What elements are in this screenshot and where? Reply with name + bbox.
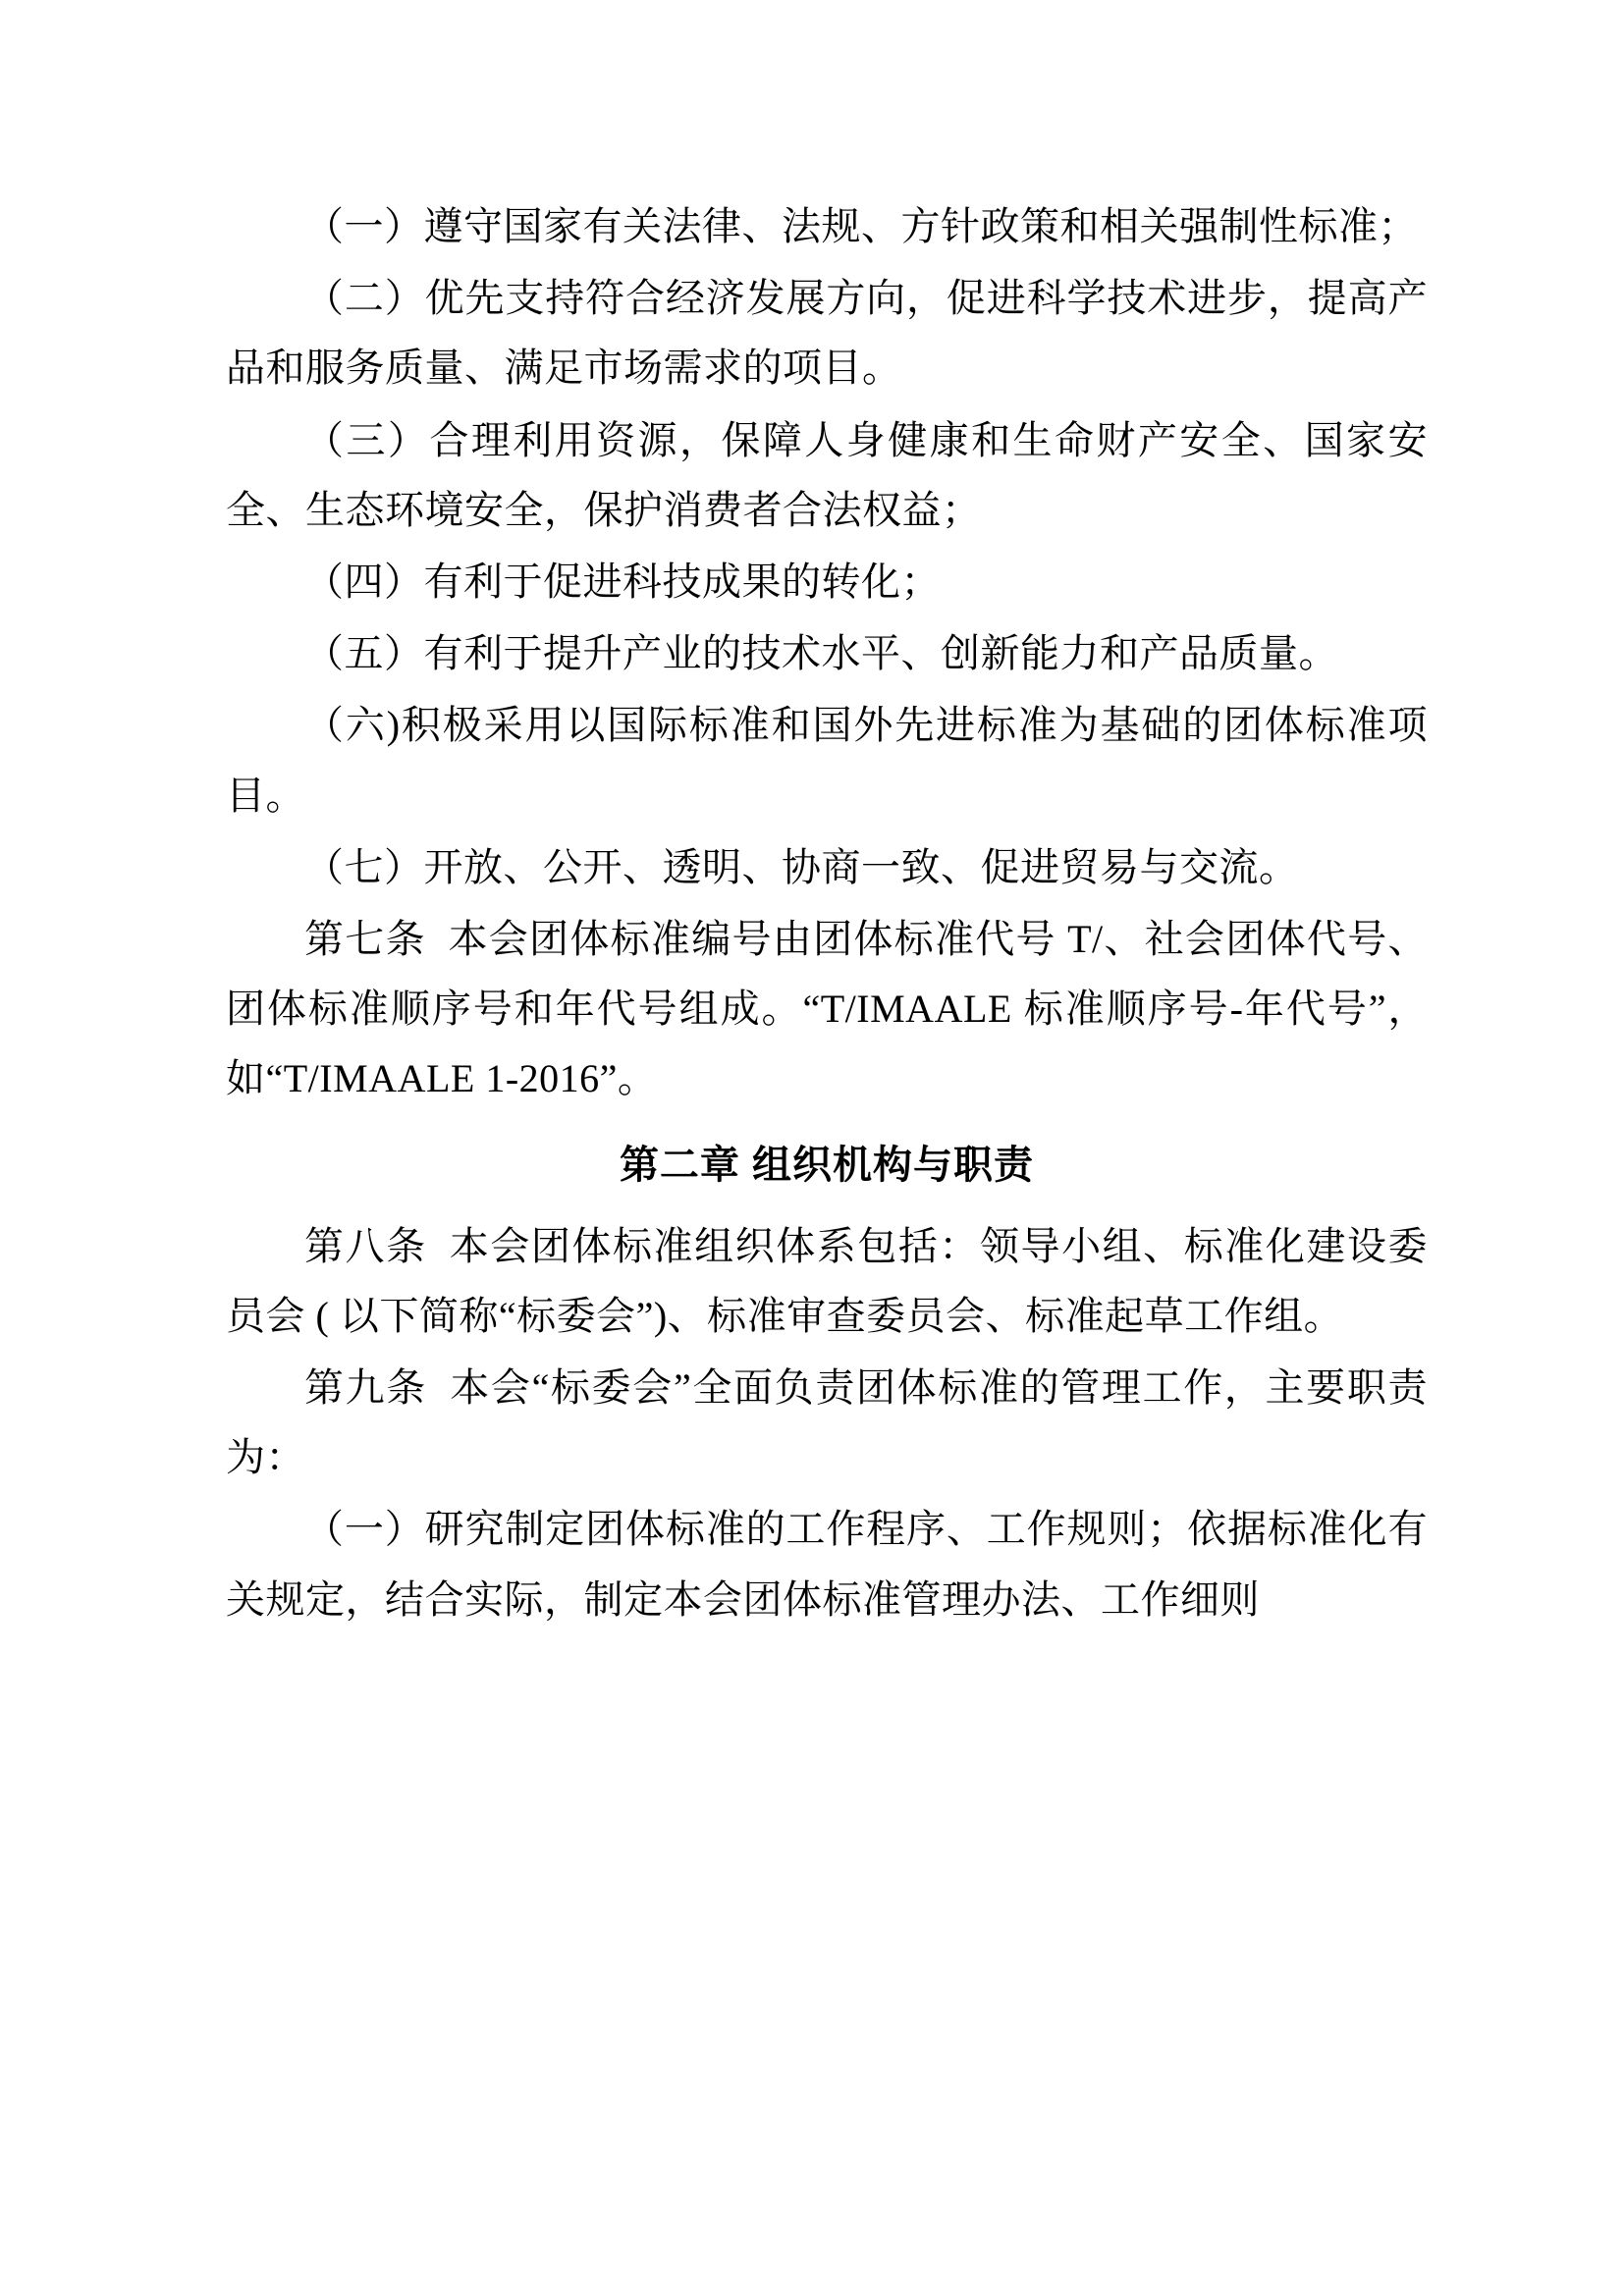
list-item: （一）遵守国家有关法律、法规、方针政策和相关强制性标准； <box>304 204 1418 248</box>
chapter-heading: 第二章 组织机构与职责 <box>619 1144 1035 1188</box>
document-body <box>226 191 1428 1634</box>
article-paragraph: 第八条 本会团体标准组织体系包括：领导小组、标准化建设委员会 ( 以下简称“标委会”)、标准审查委员会、标准起草工作组。 <box>226 1223 1428 1338</box>
list-item: （七）开放、公开、透明、协商一致、促进贸易与交流。 <box>304 844 1299 889</box>
list-item: （六)积极采用以国际标准和国外先进标准为基础的团体标准项目。 <box>226 703 1428 818</box>
list-item: （三）合理利用资源，保障人身健康和生命财产安全、国家安全、生态环境安全，保护消费者合法权益； <box>226 417 1428 532</box>
article-paragraph: 第七条 本会团体标准编号由团体标准代号 T/、社会团体代号、团体标准顺序号和年代号组成。“T/IMAALE 标准顺序号-年代号”，如“T/IMAALE 1-2016”。 <box>226 916 1428 1101</box>
list-item: （二）优先支持符合经济发展方向，促进科学技术进步，提高产品和服务质量、满足市场需求的项目。 <box>226 276 1428 391</box>
article-paragraph: 第九条 本会“标委会”全面负责团体标准的管理工作，主要职责为： <box>226 1365 1428 1480</box>
list-item: （一）研究制定团体标准的工作程序、工作规则；依据标准化有关规定，结合实际，制定本会团体标准管理办法、工作细则 <box>226 1507 1428 1622</box>
list-item: （四）有利于促进科技成果的转化； <box>304 559 941 604</box>
list-item: （五）有利于提升产业的技术水平、创新能力和产品质量。 <box>304 631 1338 676</box>
